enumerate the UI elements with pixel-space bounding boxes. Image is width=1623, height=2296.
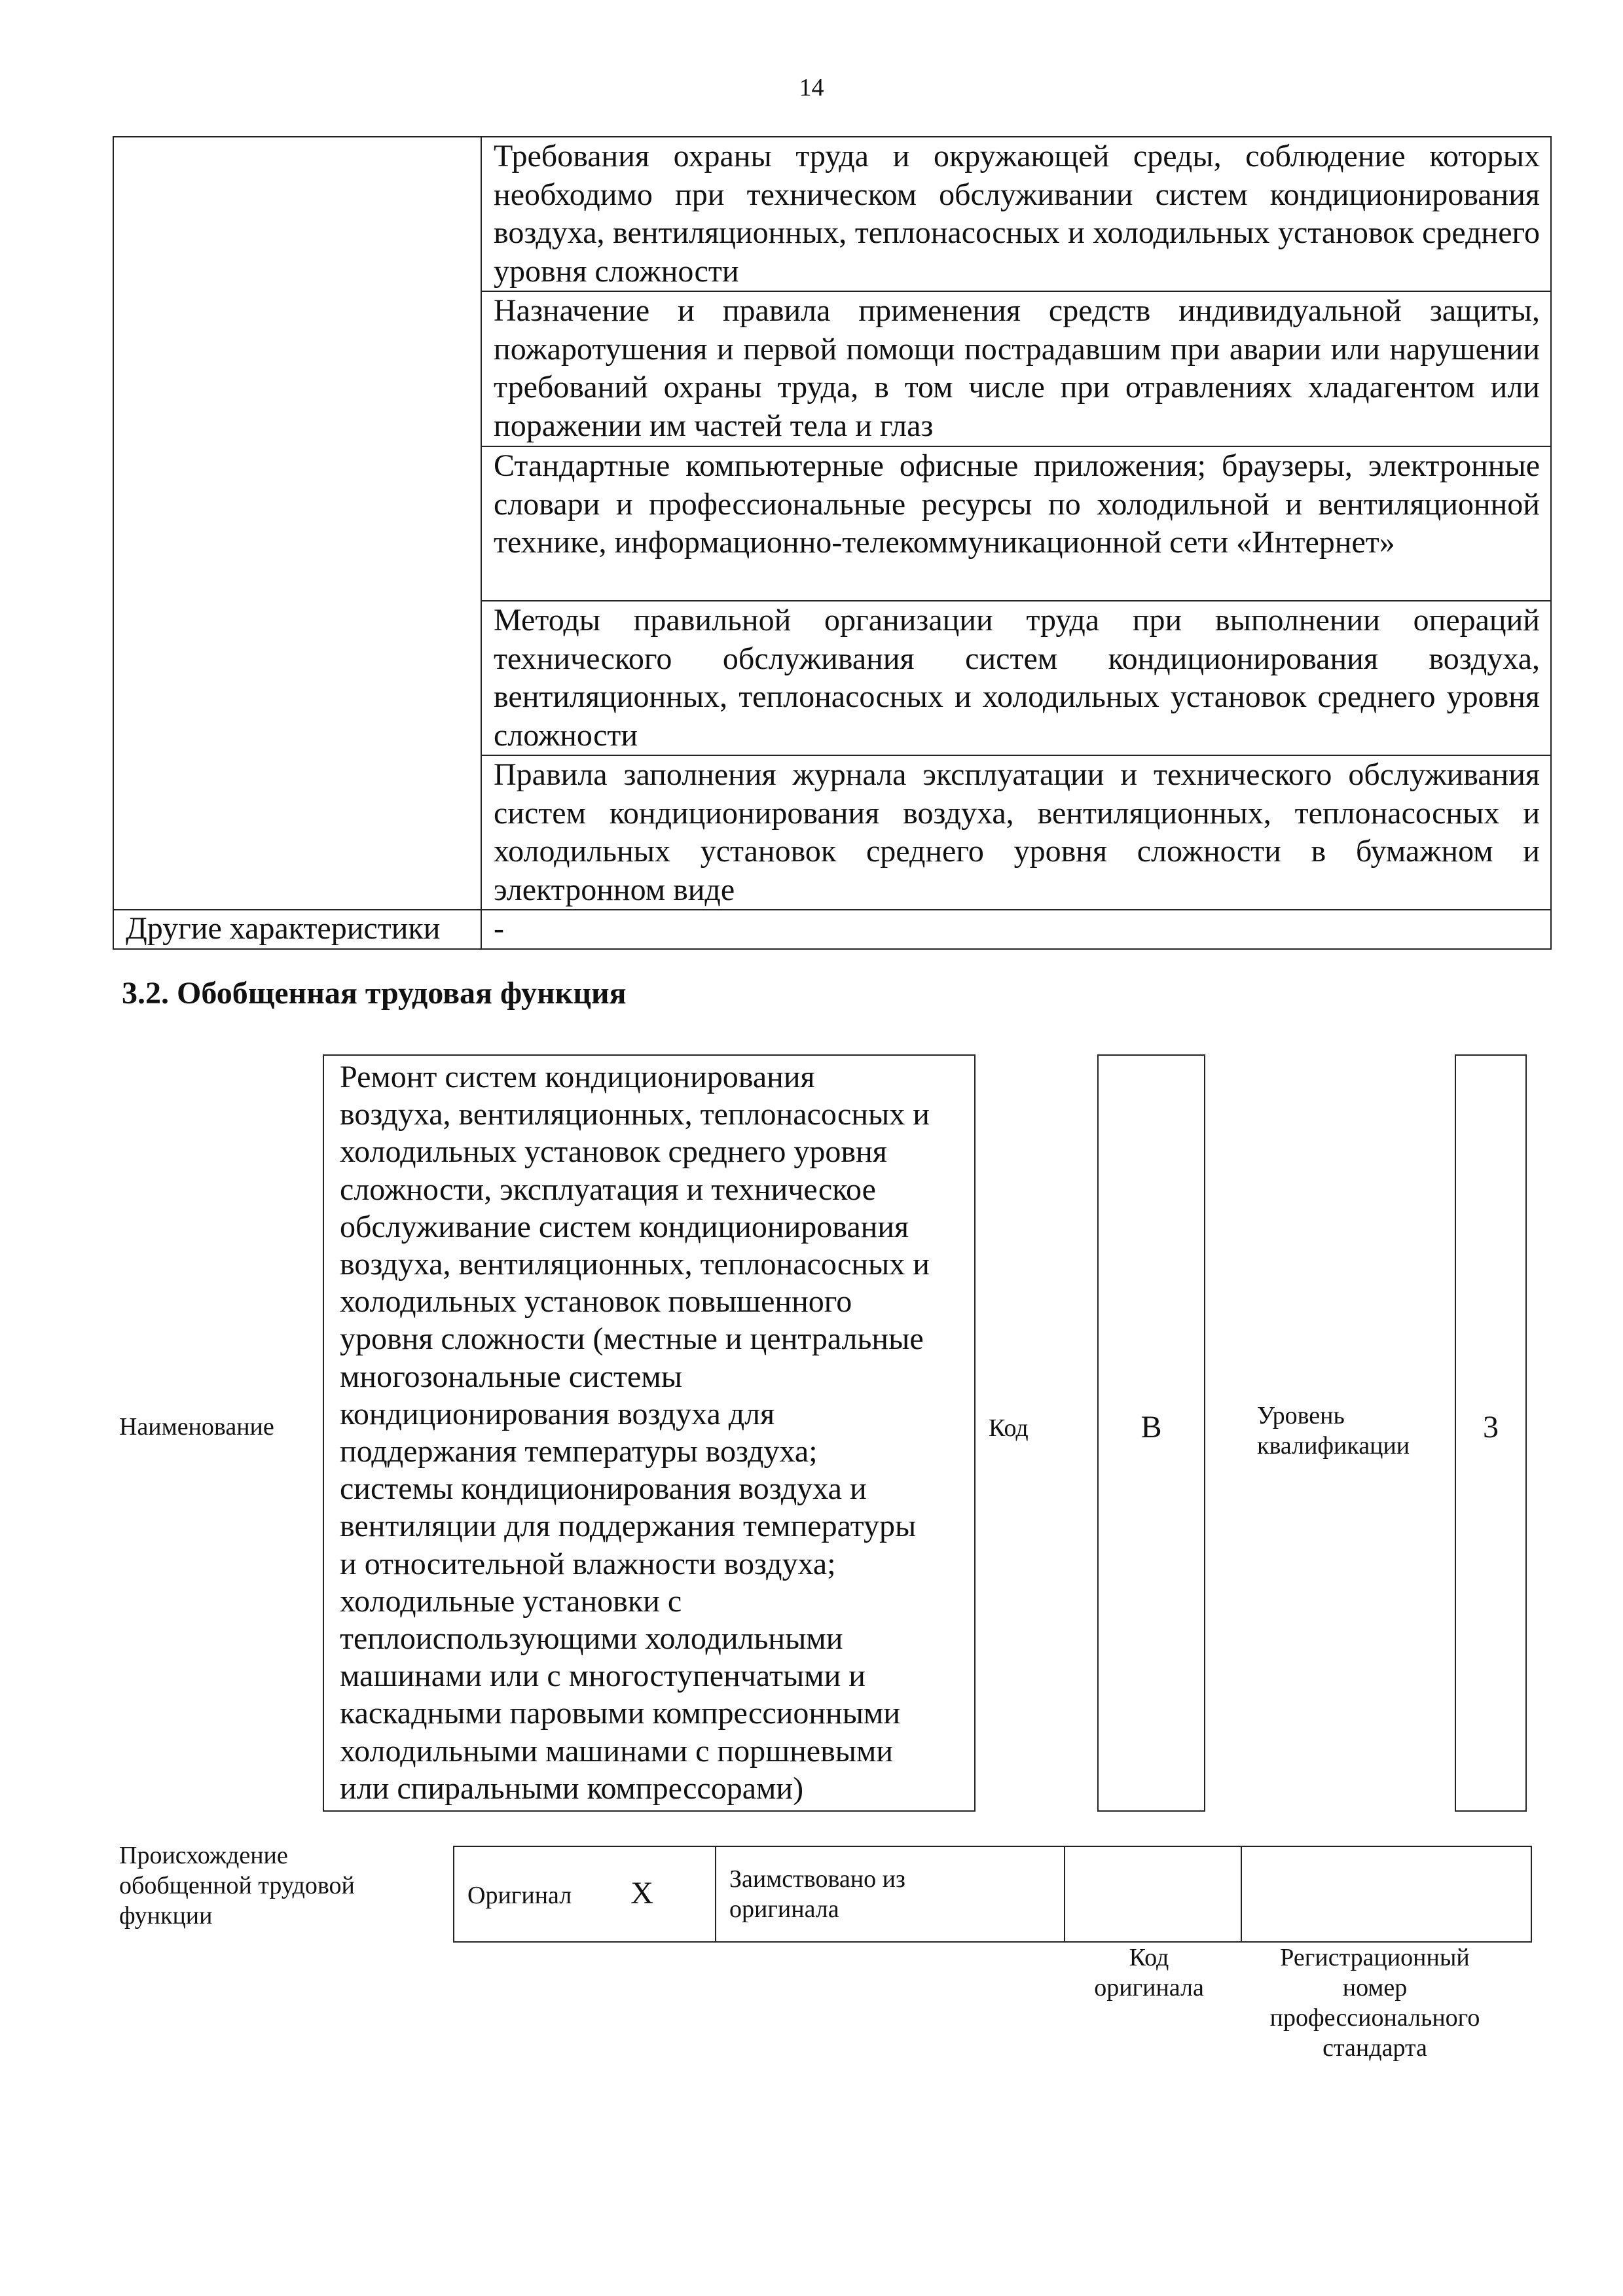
table-cell <box>481 137 1551 291</box>
name-line: холодильных установок повышенного <box>340 1284 852 1319</box>
table-row <box>113 137 1551 291</box>
table-cell <box>481 755 1551 910</box>
origin-label <box>119 1840 355 1931</box>
origin-label-line: функции <box>119 1902 213 1929</box>
original-label: Оригинал <box>467 1881 572 1909</box>
table-cell <box>113 910 481 949</box>
borrowed-label-line: оригинала <box>729 1895 839 1923</box>
original-code-caption <box>1061 1943 1237 2003</box>
section-title: 3.2. Обобщенная трудовая функция <box>122 976 627 1011</box>
borrowed-label-line: Заимствовано из <box>729 1865 905 1893</box>
other-characteristics-label: Другие характеристики <box>126 911 441 946</box>
function-name-box <box>323 1054 976 1812</box>
requirement-text: Стандартные компьютерные офисные приложения; браузеры, электронные словари и профессиональные ресурсы по холодильной и вентиляционной технике, информационно-телекоммуникационной сети «Интернет» <box>494 448 1540 560</box>
name-line: каскадными паровыми компрессионными <box>340 1696 901 1731</box>
origin-table <box>453 1846 1532 1943</box>
origin-label-line: Происхождение <box>119 1842 288 1869</box>
name-line: уровня сложности (местные и центральные <box>340 1321 924 1357</box>
name-line: холодильными машинами с поршневыми <box>340 1733 894 1768</box>
caption-line: стандарта <box>1322 2034 1427 2062</box>
level-label-line: квалификации <box>1257 1432 1410 1460</box>
requirement-text: Назначение и правила применения средств индивидуальной защиты, пожаротушения и первой помощи пострадавшим при аварии или нарушении требований охраны труда, в том числе при отравлениях хладагентом или поражении им частей тела и глаз <box>494 293 1540 443</box>
caption-line: номер <box>1342 1974 1408 2001</box>
original-cell <box>454 1846 716 1942</box>
table-cell <box>481 291 1551 446</box>
table-row <box>454 1846 1531 1942</box>
name-line: машинами или с многоступенчатыми и <box>340 1659 866 1694</box>
code-label: Код <box>989 1414 1029 1442</box>
table-row <box>113 910 1551 949</box>
name-line: вентиляции для поддержания температуры <box>340 1509 917 1544</box>
name-line: холодильные установки с <box>340 1583 682 1619</box>
name-line: кондиционирования воздуха для <box>340 1396 775 1431</box>
name-line: воздуха, вентиляционных, теплонасосных и <box>340 1247 930 1282</box>
name-line: или спиральными компрессорами) <box>340 1770 804 1806</box>
caption-line: Код <box>1129 1944 1169 1971</box>
code-value: В <box>1140 1410 1162 1444</box>
table-cell <box>481 446 1551 601</box>
original-mark: X <box>630 1875 653 1910</box>
qualification-level-label <box>1257 1401 1410 1461</box>
table-cell-empty <box>113 137 481 910</box>
caption-line: профессионального <box>1269 2004 1480 2032</box>
name-line: и относительной влажности воздуха; <box>340 1546 836 1581</box>
name-line: воздуха, вентиляционных, теплонасосных и <box>340 1097 930 1132</box>
name-line: Ремонт систем кондиционирования <box>340 1060 815 1094</box>
name-line: теплоиспользующими холодильными <box>340 1621 843 1657</box>
table-cell <box>481 910 1551 949</box>
knowledge-table <box>113 136 1552 950</box>
registration-number-cell <box>1241 1846 1531 1942</box>
name-line: многозональные системы <box>340 1359 682 1394</box>
name-label: Наименование <box>119 1413 274 1441</box>
page-number: 14 <box>799 74 824 101</box>
borrowed-cell <box>716 1846 1065 1942</box>
requirement-text: Правила заполнения журнала эксплуатации и технического обслуживания систем кондиционирования воздуха, вентиляционных, теплонасосных и холодильных установок среднего уровня сложности в бумажном и электронном виде <box>494 757 1540 907</box>
caption-line: оригинала <box>1094 1974 1204 2001</box>
caption-line: Регистрационный <box>1280 1944 1470 1971</box>
level-label-line: Уровень <box>1257 1402 1345 1429</box>
table-cell <box>481 601 1551 755</box>
other-characteristics-value: - <box>494 911 504 946</box>
name-line: сложности, эксплуатация и техническое <box>340 1172 876 1207</box>
requirement-text: Требования охраны труда и окружающей среды, соблюдение которых необходимо при техническом обслуживании систем кондиционирования воздуха, вентиляционных, теплонасосных и холодильных установок среднего уровня сложности <box>494 139 1540 289</box>
name-line: холодильных установок среднего уровня <box>340 1134 887 1170</box>
registration-number-caption <box>1244 1943 1506 2063</box>
requirement-text: Методы правильной организации труда при выполнении операций технического обслуживания систем кондиционирования воздуха, вентиляционных, теплонасосных и холодильных установок среднего уровня сложности <box>494 603 1540 753</box>
name-line: системы кондиционирования воздуха и <box>340 1471 867 1507</box>
name-line: поддержания температуры воздуха; <box>340 1434 818 1469</box>
origin-label-line: обобщенной трудовой <box>119 1872 355 1899</box>
original-code-cell <box>1065 1846 1241 1942</box>
qualification-level-value: 3 <box>1483 1410 1499 1444</box>
name-line: обслуживание систем кондиционирования <box>340 1209 909 1244</box>
